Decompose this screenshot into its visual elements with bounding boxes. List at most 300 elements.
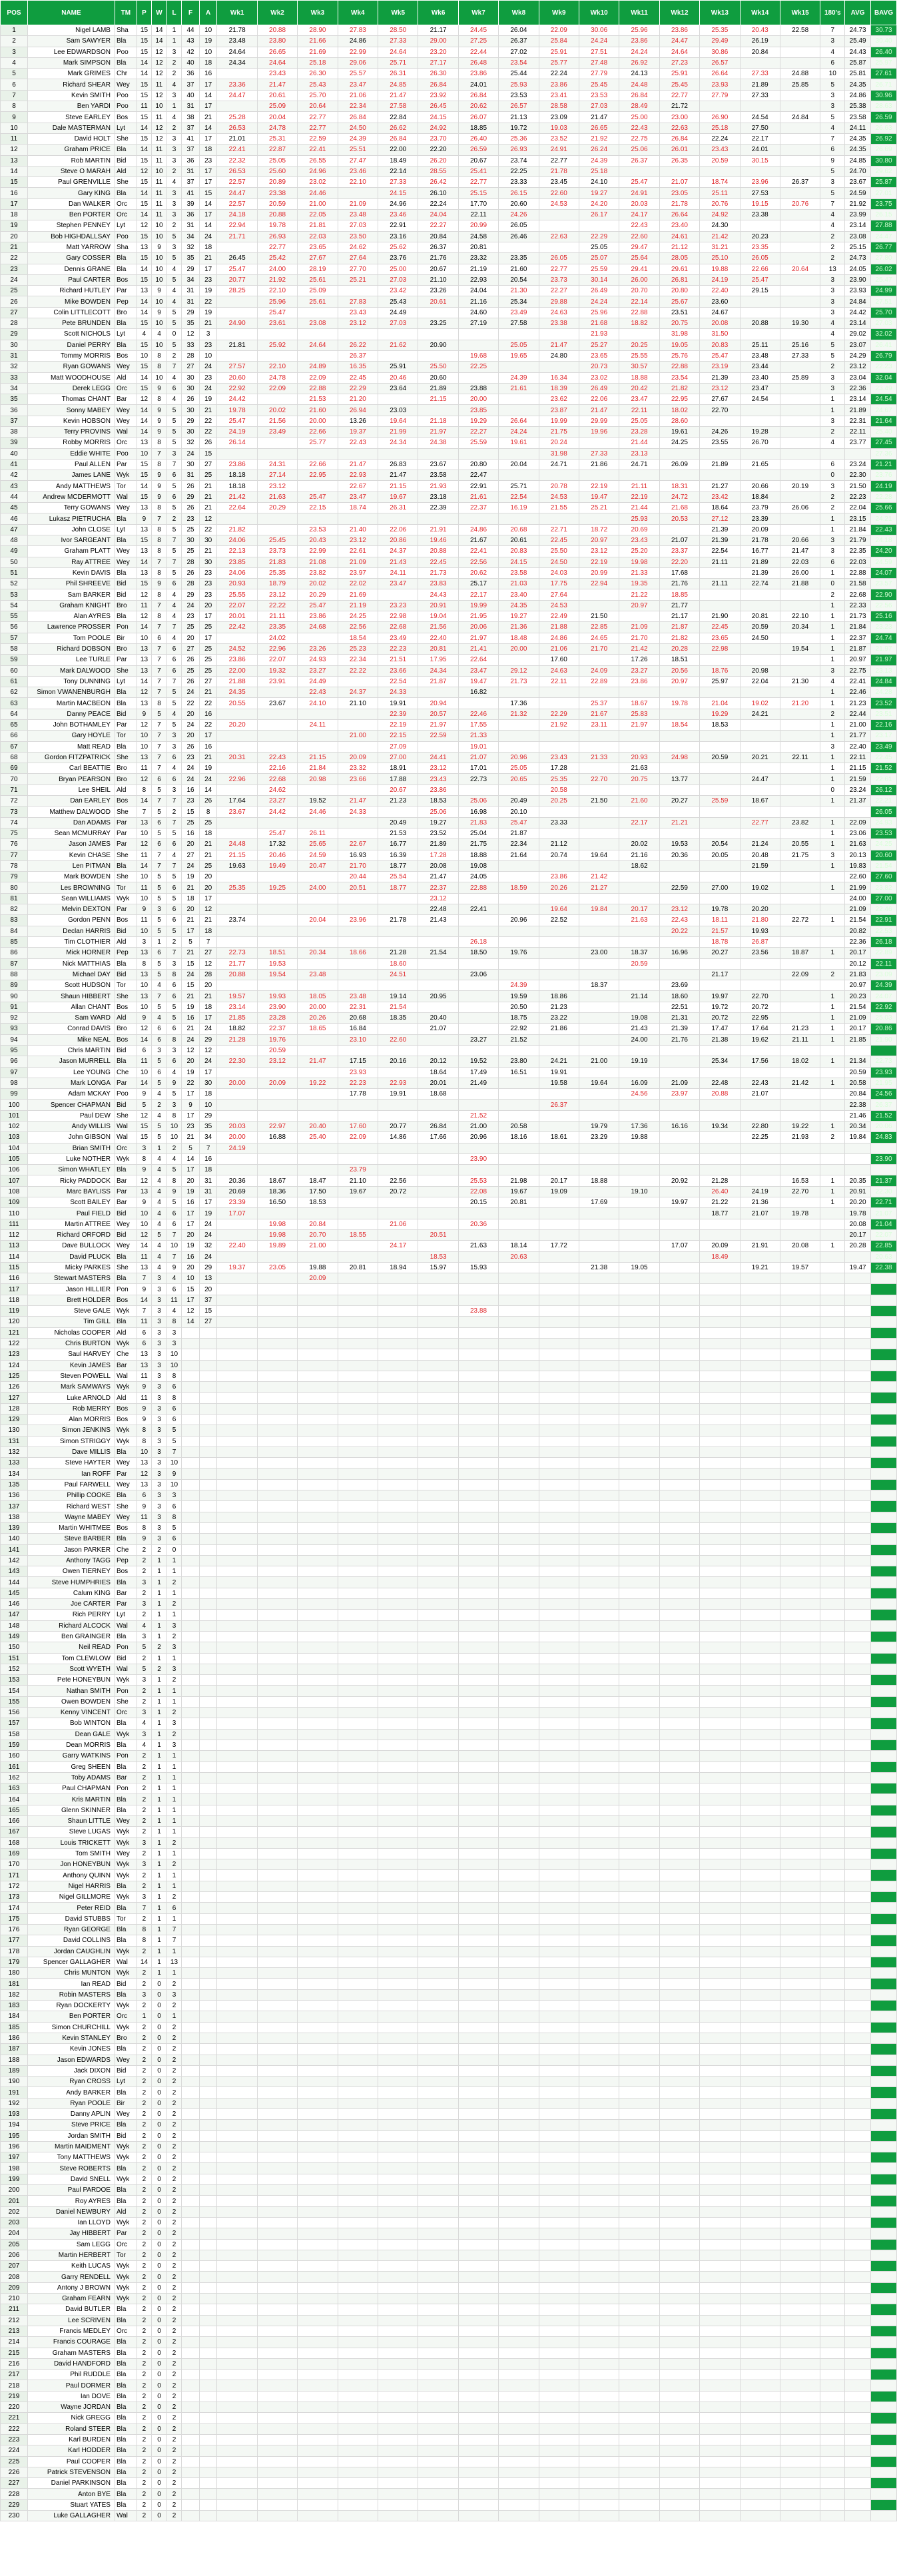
table-row: [1, 1534, 897, 1544]
week-average-cell: [338, 1512, 378, 1522]
average-cell: 20.34: [845, 1121, 871, 1131]
week-average-cell: 28.50: [378, 25, 418, 36]
week-average-cell: [499, 1317, 539, 1327]
week-average-cell: 23.43: [619, 535, 659, 545]
week-average-cell: [659, 1772, 699, 1783]
player-name-cell: Chris MARTIN: [27, 1045, 115, 1056]
week-average-cell: [458, 1273, 498, 1284]
for-cell: [182, 1751, 200, 1762]
week-average-cell: [780, 1664, 820, 1674]
column-header[interactable]: Wk11: [619, 1, 659, 25]
column-header[interactable]: Wk13: [700, 1, 740, 25]
week-average-cell: [579, 1447, 619, 1457]
team-cell: Bos: [115, 1034, 137, 1045]
week-average-cell: [579, 915, 619, 926]
average-cell: 24.35: [845, 133, 871, 144]
best-average-cell: [871, 1327, 897, 1338]
won-cell: 5: [152, 1002, 167, 1012]
week-average-cell: 23.48: [217, 36, 257, 47]
position-cell: 120: [1, 1317, 28, 1327]
won-cell: 1: [152, 1968, 167, 1979]
week-average-cell: [619, 1870, 659, 1881]
week-average-cell: 21.69: [298, 47, 338, 57]
week-average-cell: 24.86: [338, 36, 378, 47]
best-average-cell: 22.30: [871, 1186, 897, 1197]
column-header[interactable]: W: [152, 1, 167, 25]
week-average-cell: 20.26: [298, 1013, 338, 1024]
against-cell: 21: [199, 253, 217, 264]
one-eighty-cell: 1: [820, 817, 845, 828]
week-average-cell: [780, 893, 820, 904]
average-cell: 23.67: [845, 177, 871, 188]
week-average-cell: [659, 1273, 699, 1284]
team-cell: She: [115, 752, 137, 763]
week-average-cell: [217, 1599, 257, 1610]
column-header[interactable]: Wk8: [499, 1, 539, 25]
for-cell: 9: [182, 1100, 200, 1110]
week-average-cell: 22.68: [257, 774, 297, 785]
column-header[interactable]: TM: [115, 1, 137, 25]
for-cell: 14: [182, 1153, 200, 1164]
week-average-cell: [499, 1208, 539, 1219]
lost-cell: 1: [166, 1815, 182, 1826]
lost-cell: 2: [166, 123, 182, 133]
week-average-cell: 19.03: [539, 123, 579, 133]
one-eighty-cell: 13: [820, 264, 845, 274]
week-average-cell: [619, 1273, 659, 1284]
week-average-cell: [458, 1251, 498, 1262]
week-average-cell: 26.49: [579, 383, 619, 394]
position-cell: 49: [1, 546, 28, 557]
week-average-cell: [539, 1924, 579, 1935]
week-average-cell: [499, 1447, 539, 1457]
column-header[interactable]: Wk5: [378, 1, 418, 25]
week-average-cell: [659, 1870, 699, 1881]
column-header[interactable]: Wk7: [458, 1, 498, 25]
played-cell: 5: [137, 1100, 152, 1110]
week-average-cell: 20.43: [740, 25, 780, 36]
week-average-cell: 31.50: [700, 329, 740, 340]
won-cell: 5: [152, 806, 167, 817]
week-average-cell: 22.15: [298, 503, 338, 513]
week-average-cell: 19.78: [257, 220, 297, 231]
player-name-cell: Ray ATTREE: [27, 557, 115, 567]
week-average-cell: [780, 90, 820, 101]
week-average-cell: [338, 676, 378, 687]
week-average-cell: 22.43: [338, 438, 378, 448]
won-cell: 7: [152, 731, 167, 741]
week-average-cell: 19.88: [298, 1262, 338, 1273]
for-cell: [182, 1783, 200, 1794]
week-average-cell: [338, 828, 378, 838]
one-eighty-cell: [820, 1490, 845, 1501]
against-cell: 10: [199, 25, 217, 36]
week-average-cell: [458, 1968, 498, 1979]
week-average-cell: [217, 1588, 257, 1598]
played-cell: 2: [137, 1805, 152, 1815]
week-average-cell: [338, 720, 378, 731]
week-average-cell: [257, 1566, 297, 1577]
week-average-cell: 23.12: [338, 318, 378, 329]
played-cell: 15: [137, 579, 152, 589]
week-average-cell: 25.42: [257, 253, 297, 264]
table-row: [1, 1881, 897, 1891]
table-row: [1, 796, 897, 806]
week-average-cell: [257, 1382, 297, 1393]
played-cell: 4: [137, 329, 152, 340]
best-average-cell: 22.56: [871, 600, 897, 611]
table-row: [1, 1512, 897, 1522]
won-cell: 4: [152, 1110, 167, 1121]
week-average-cell: [499, 1078, 539, 1088]
week-average-cell: 27.33: [780, 350, 820, 361]
week-average-cell: [579, 1100, 619, 1110]
against-cell: 17: [199, 177, 217, 188]
one-eighty-cell: [820, 1371, 845, 1381]
week-average-cell: 20.36: [458, 1219, 498, 1229]
column-header[interactable]: Wk14: [740, 1, 780, 25]
for-cell: 17: [182, 1110, 200, 1121]
played-cell: 15: [137, 36, 152, 47]
won-cell: 1: [152, 1599, 167, 1610]
average-cell: 23.24: [845, 459, 871, 470]
column-header[interactable]: Wk1: [217, 1, 257, 25]
week-average-cell: 21.84: [298, 763, 338, 774]
week-average-cell: [579, 687, 619, 698]
for-cell: 17: [182, 1219, 200, 1229]
week-average-cell: 21.12: [659, 242, 699, 252]
week-average-cell: 23.55: [700, 438, 740, 448]
week-average-cell: 20.17: [539, 1175, 579, 1186]
week-average-cell: [539, 1415, 579, 1425]
average-cell: [845, 1620, 871, 1631]
played-cell: 10: [137, 350, 152, 361]
table-row: [1, 383, 897, 394]
week-average-cell: [378, 1425, 418, 1436]
week-average-cell: [257, 980, 297, 991]
week-average-cell: [257, 1772, 297, 1783]
week-average-cell: 23.65: [298, 242, 338, 252]
for-cell: [182, 1349, 200, 1360]
column-header[interactable]: Wk9: [539, 1, 579, 25]
week-average-cell: [378, 1815, 418, 1826]
week-average-cell: 25.31: [257, 133, 297, 144]
position-cell: 59: [1, 655, 28, 665]
best-average-cell: 23.90: [871, 1153, 897, 1164]
week-average-cell: [659, 1425, 699, 1436]
one-eighty-cell: [820, 1610, 845, 1620]
week-average-cell: [700, 806, 740, 817]
best-average-cell: 22.23: [871, 362, 897, 372]
week-average-cell: [458, 1479, 498, 1490]
week-average-cell: 24.64: [257, 57, 297, 68]
position-cell: 114: [1, 1251, 28, 1262]
against-cell: 12: [199, 958, 217, 969]
average-cell: 22.33: [845, 600, 871, 611]
week-average-cell: [780, 1002, 820, 1012]
week-average-cell: 18.86: [539, 991, 579, 1002]
week-average-cell: [579, 1089, 619, 1100]
week-average-cell: 18.37: [619, 948, 659, 958]
week-average-cell: [298, 1935, 338, 1946]
week-average-cell: 18.61: [539, 1132, 579, 1143]
best-average-cell: [871, 1653, 897, 1664]
player-name-cell: Tim CLOTHIER: [27, 936, 115, 947]
column-header[interactable]: Wk2: [257, 1, 297, 25]
player-name-cell: Kris MARTIN: [27, 1794, 115, 1805]
team-cell: Par: [115, 720, 137, 731]
against-cell: [199, 1653, 217, 1664]
week-average-cell: [700, 1327, 740, 1338]
played-cell: 2: [137, 1653, 152, 1664]
best-average-cell: [871, 1935, 897, 1946]
week-average-cell: [780, 904, 820, 915]
team-cell: Bid: [115, 155, 137, 166]
played-cell: 9: [137, 1165, 152, 1175]
against-cell: [199, 1403, 217, 1414]
played-cell: 8: [137, 1153, 152, 1164]
week-average-cell: [539, 1121, 579, 1131]
week-average-cell: [378, 1100, 418, 1110]
player-name-cell: Saul HARVEY: [27, 1349, 115, 1360]
week-average-cell: 19.53: [257, 958, 297, 969]
week-average-cell: [539, 1870, 579, 1881]
position-cell: 9: [1, 112, 28, 123]
week-average-cell: [659, 1979, 699, 1989]
player-name-cell: Jordan CAUGHLIN: [27, 1946, 115, 1957]
week-average-cell: [619, 741, 659, 752]
average-cell: [845, 1642, 871, 1653]
week-average-cell: [458, 1827, 498, 1837]
player-name-cell: Jason PARKER: [27, 1544, 115, 1555]
column-header[interactable]: 180's: [820, 1, 845, 25]
one-eighty-cell: 3: [820, 481, 845, 491]
week-average-cell: [780, 1360, 820, 1371]
team-cell: Bid: [115, 589, 137, 600]
column-header[interactable]: Wk15: [780, 1, 820, 25]
week-average-cell: 20.08: [700, 318, 740, 329]
week-average-cell: 17.36: [499, 698, 539, 709]
week-average-cell: 22.92: [499, 1024, 539, 1034]
lost-cell: 1: [166, 1653, 182, 1664]
week-average-cell: 22.11: [458, 210, 498, 220]
column-header[interactable]: F: [182, 1, 200, 25]
best-average-cell: [871, 1349, 897, 1360]
week-average-cell: 16.53: [780, 1175, 820, 1186]
week-average-cell: 24.63: [539, 665, 579, 676]
against-cell: 24: [199, 383, 217, 394]
week-average-cell: [217, 1100, 257, 1110]
week-average-cell: [257, 1208, 297, 1219]
week-average-cell: 23.39: [740, 513, 780, 524]
column-header[interactable]: POS: [1, 1, 28, 25]
week-average-cell: [499, 1892, 539, 1903]
week-average-cell: [579, 220, 619, 231]
one-eighty-cell: [820, 1522, 845, 1533]
week-average-cell: 20.59: [257, 198, 297, 209]
for-cell: 33: [182, 340, 200, 350]
week-average-cell: [539, 1913, 579, 1924]
week-average-cell: 21.30: [499, 286, 539, 296]
column-header[interactable]: P: [137, 1, 152, 25]
week-average-cell: [539, 1946, 579, 1957]
column-header[interactable]: Wk6: [418, 1, 458, 25]
team-cell: Bid: [115, 1653, 137, 1664]
player-name-cell: Greg SHEEN: [27, 1762, 115, 1772]
week-average-cell: [257, 1881, 297, 1891]
column-header[interactable]: AVG: [845, 1, 871, 25]
column-header[interactable]: Wk10: [579, 1, 619, 25]
week-average-cell: [780, 1827, 820, 1837]
lost-cell: 13: [166, 1957, 182, 1967]
team-cell: Bla: [115, 687, 137, 698]
best-average-cell: [871, 1631, 897, 1642]
played-cell: 12: [137, 394, 152, 405]
week-average-cell: [378, 1544, 418, 1555]
average-cell: 21.99: [845, 882, 871, 893]
week-average-cell: [619, 980, 659, 991]
average-cell: 21.23: [845, 698, 871, 709]
week-average-cell: [418, 1577, 458, 1588]
average-cell: [845, 1382, 871, 1393]
played-cell: 12: [137, 220, 152, 231]
played-cell: 2: [137, 1979, 152, 1989]
best-average-cell: [871, 1815, 897, 1826]
week-average-cell: [780, 774, 820, 785]
week-average-cell: [499, 1522, 539, 1533]
week-average-cell: [579, 1555, 619, 1566]
week-average-cell: 22.22: [257, 600, 297, 611]
against-cell: 29: [199, 1262, 217, 1273]
week-average-cell: 23.90: [257, 1002, 297, 1012]
week-average-cell: 23.46: [338, 166, 378, 176]
average-cell: [845, 2011, 871, 2022]
week-average-cell: [499, 1393, 539, 1403]
week-average-cell: 20.93: [217, 579, 257, 589]
column-header[interactable]: Wk12: [659, 1, 699, 25]
week-average-cell: 20.29: [298, 589, 338, 600]
best-average-cell: 23.49: [871, 741, 897, 752]
for-cell: [182, 1479, 200, 1490]
week-average-cell: [780, 1165, 820, 1175]
won-cell: 3: [152, 1415, 167, 1425]
team-cell: Bar: [115, 1588, 137, 1598]
for-cell: 25: [182, 665, 200, 676]
week-average-cell: 27.03: [338, 220, 378, 231]
week-average-cell: [217, 1458, 257, 1468]
one-eighty-cell: 5: [820, 166, 845, 176]
week-average-cell: [378, 936, 418, 947]
team-cell: Wey: [115, 1458, 137, 1468]
for-cell: 23: [182, 513, 200, 524]
week-average-cell: 20.44: [338, 872, 378, 882]
table-row: [1, 448, 897, 459]
week-average-cell: 22.20: [659, 557, 699, 567]
player-name-cell: Louis TRICKETT: [27, 1837, 115, 1848]
week-average-cell: 20.43: [298, 535, 338, 545]
column-header[interactable]: Wk3: [298, 1, 338, 25]
player-name-cell: Thomas CHANT: [27, 394, 115, 405]
week-average-cell: [700, 1534, 740, 1544]
week-average-cell: 21.16: [619, 850, 659, 860]
week-average-cell: [418, 513, 458, 524]
for-cell: 37: [182, 145, 200, 155]
one-eighty-cell: 1: [820, 1024, 845, 1034]
week-average-cell: [298, 1794, 338, 1805]
played-cell: 14: [137, 145, 152, 155]
against-cell: 15: [199, 448, 217, 459]
week-average-cell: 16.98: [458, 806, 498, 817]
week-average-cell: [458, 1100, 498, 1110]
week-average-cell: 25.50: [539, 546, 579, 557]
week-average-cell: [619, 1393, 659, 1403]
for-cell: [182, 1501, 200, 1512]
week-average-cell: 24.43: [418, 589, 458, 600]
against-cell: [199, 2001, 217, 2011]
one-eighty-cell: [820, 1468, 845, 1479]
player-name-cell: Richard DOBSON: [27, 643, 115, 654]
week-average-cell: 23.20: [418, 47, 458, 57]
week-average-cell: 22.10: [257, 286, 297, 296]
best-average-cell: 26.40: [871, 47, 897, 57]
week-average-cell: 20.61: [257, 90, 297, 101]
week-average-cell: [700, 1686, 740, 1696]
week-average-cell: [217, 1219, 257, 1229]
table-row: [1, 372, 897, 383]
position-cell: 28: [1, 318, 28, 329]
week-average-cell: 20.08: [780, 1241, 820, 1251]
lost-cell: 1: [166, 1762, 182, 1772]
week-average-cell: [579, 1479, 619, 1490]
team-cell: Wey: [115, 503, 137, 513]
table-row: [1, 503, 897, 513]
week-average-cell: 18.88: [579, 1175, 619, 1186]
table-row: [1, 253, 897, 264]
column-header[interactable]: A: [199, 1, 217, 25]
week-average-cell: [619, 1989, 659, 2000]
week-average-cell: 24.53: [539, 491, 579, 502]
column-header[interactable]: Wk4: [338, 1, 378, 25]
position-cell: 47: [1, 524, 28, 535]
week-average-cell: 30.57: [619, 362, 659, 372]
week-average-cell: 20.72: [740, 1002, 780, 1012]
best-average-cell: 22.71: [871, 1197, 897, 1208]
week-average-cell: 18.18: [217, 481, 257, 491]
week-average-cell: [418, 1946, 458, 1957]
week-average-cell: [659, 1827, 699, 1837]
one-eighty-cell: [820, 1924, 845, 1935]
week-average-cell: [378, 1306, 418, 1317]
one-eighty-cell: [820, 1653, 845, 1664]
week-average-cell: [378, 1555, 418, 1566]
week-average-cell: 19.25: [257, 882, 297, 893]
week-average-cell: 21.36: [499, 622, 539, 633]
week-average-cell: [378, 1360, 418, 1371]
average-cell: 20.97: [845, 980, 871, 991]
against-cell: 17: [199, 1067, 217, 1078]
won-cell: 3: [152, 1382, 167, 1393]
best-average-cell: 22.07: [871, 1229, 897, 1240]
position-cell: 57: [1, 633, 28, 643]
table-row: [1, 1403, 897, 1414]
week-average-cell: 24.92: [700, 210, 740, 220]
column-header[interactable]: NAME: [27, 1, 115, 25]
column-header[interactable]: L: [166, 1, 182, 25]
week-average-cell: 26.37: [539, 1100, 579, 1110]
column-header[interactable]: BAVG: [871, 1, 897, 25]
week-average-cell: 29.99: [579, 416, 619, 426]
one-eighty-cell: [820, 1534, 845, 1544]
